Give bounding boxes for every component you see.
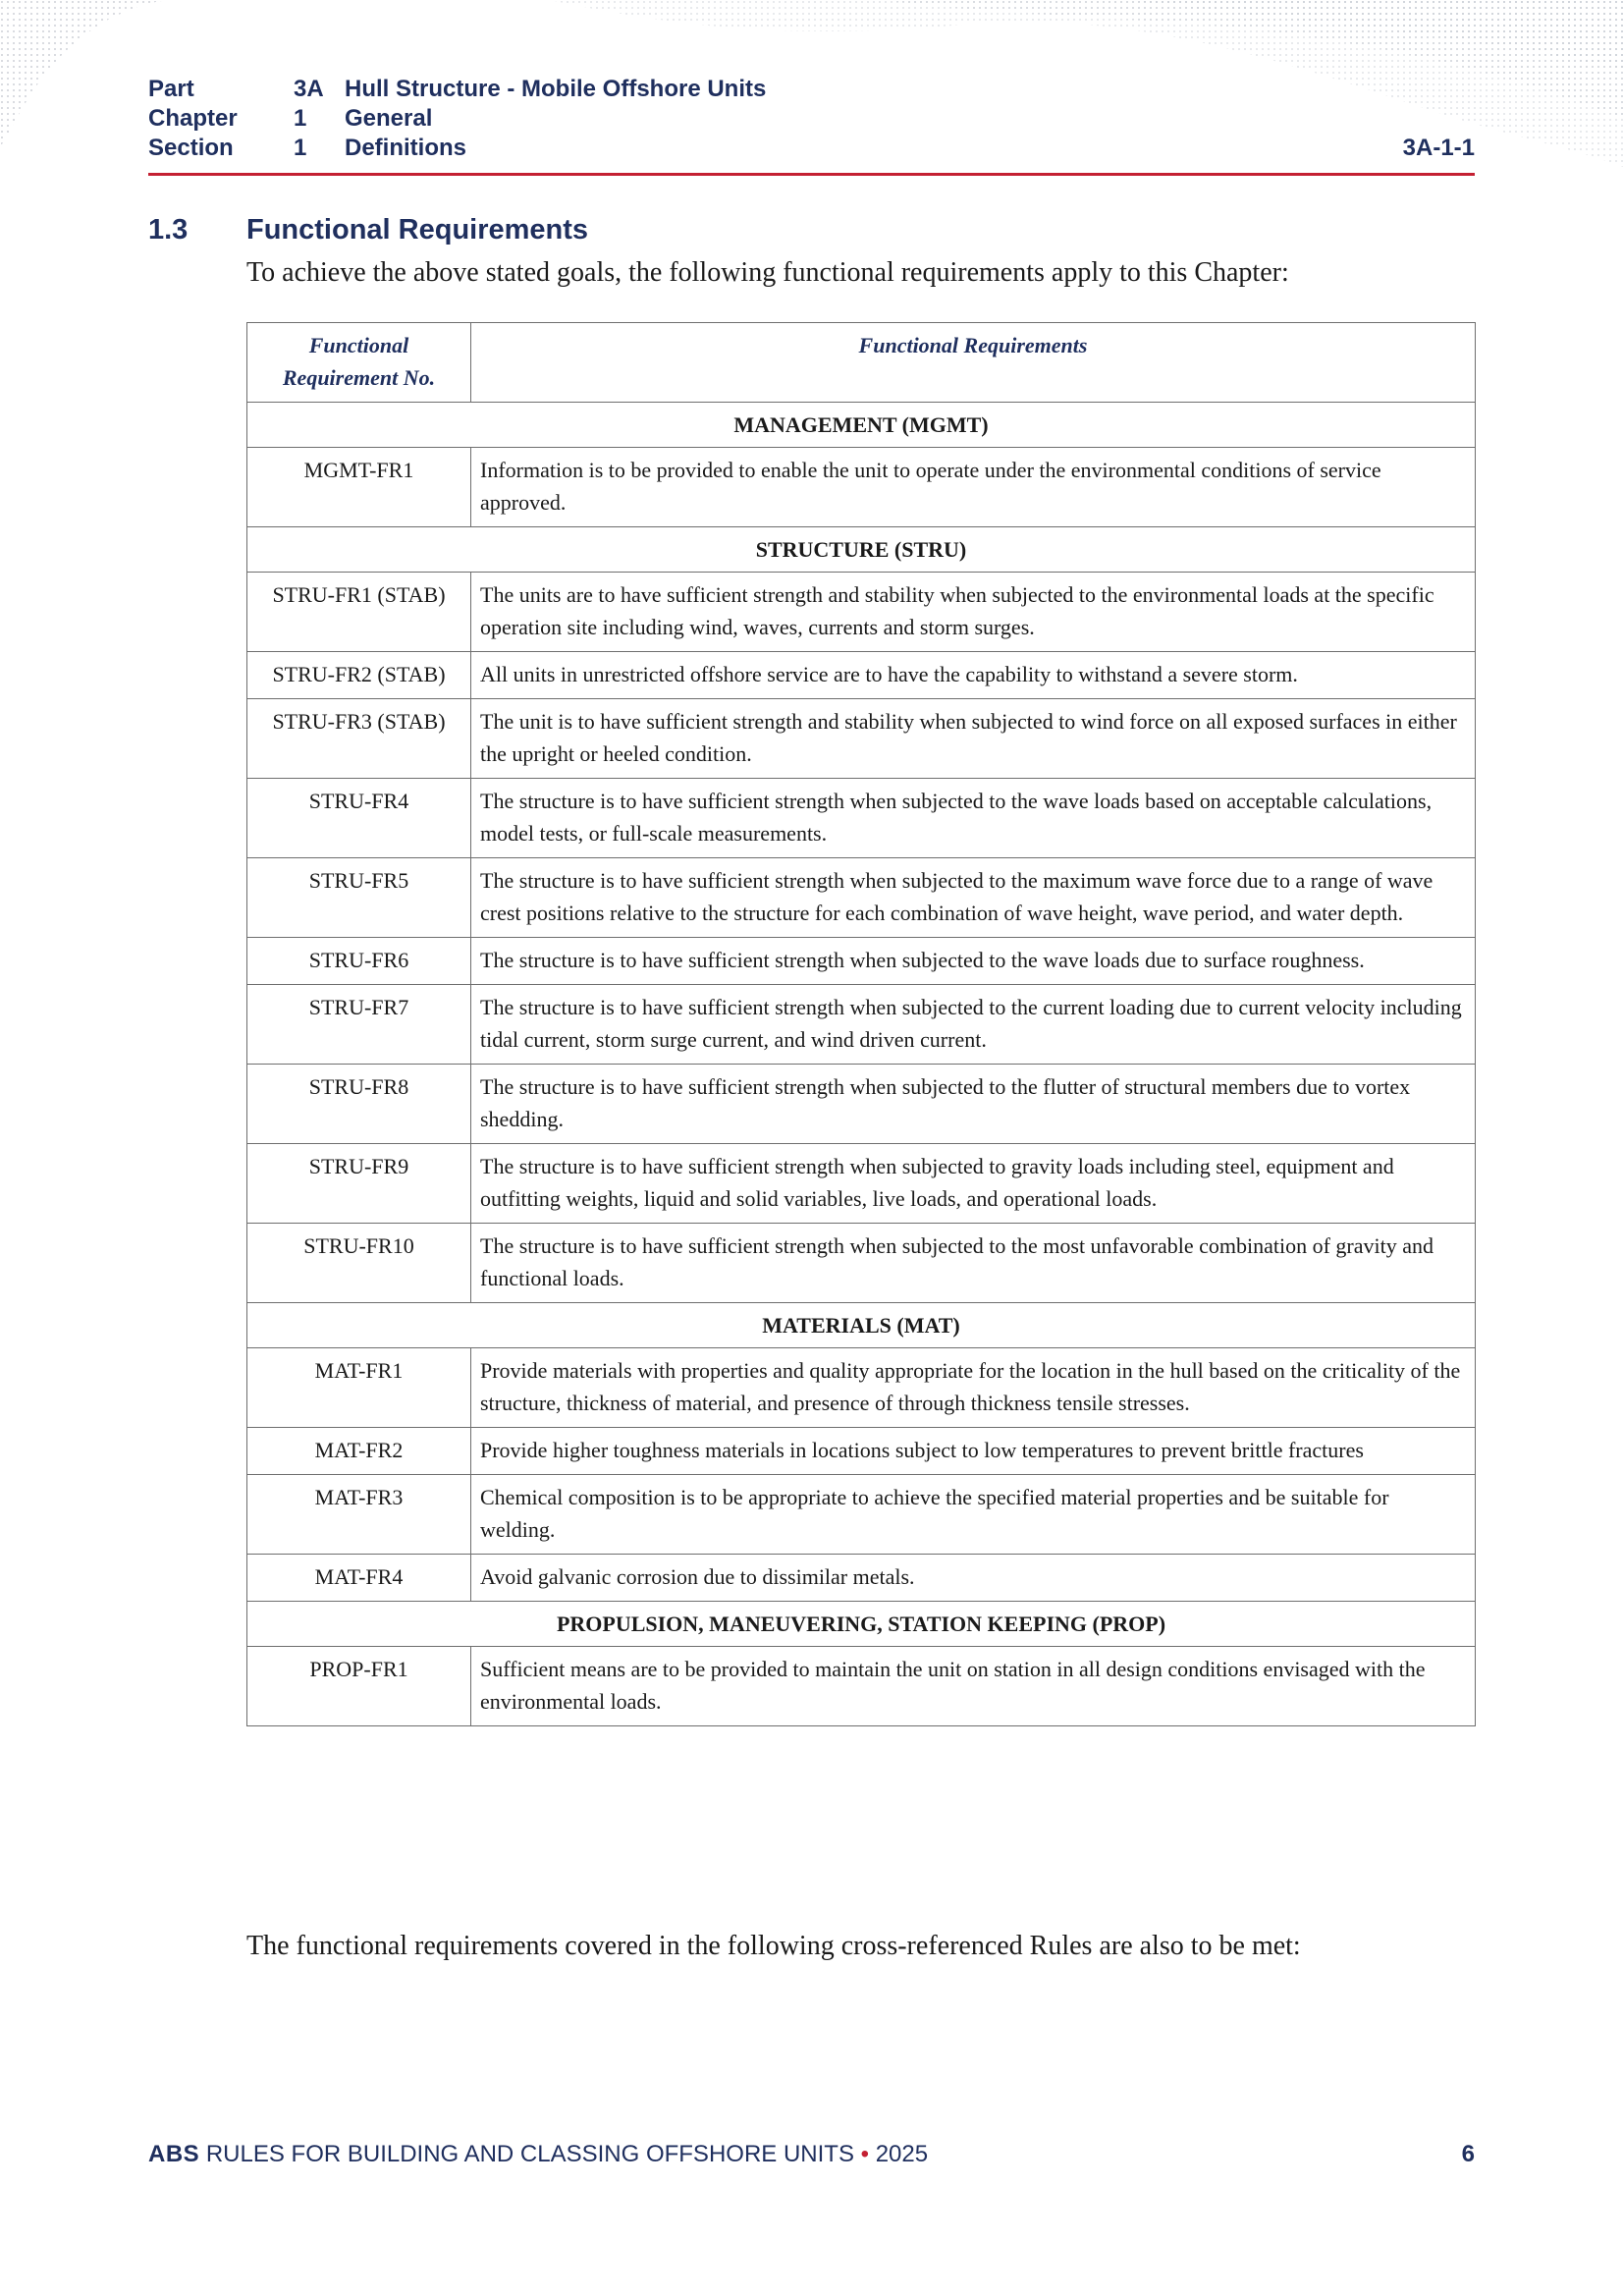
table-row (247, 448, 1476, 527)
requirement-text: The units are to have sufficient strength and stability when subjected to the environmental loads at the specific operation site including wind, waves, currents and storm surges. (471, 573, 1476, 652)
table-row (247, 1475, 1476, 1555)
requirement-text: The structure is to have sufficient strength when subjected to gravity loads including steel, equipment and outfitting weights, liquid and solid variables, live loads, and operational loads. (471, 1144, 1476, 1224)
table-row (247, 1144, 1476, 1224)
section-number: 1.3 (148, 214, 189, 246)
header-title: Definitions (345, 135, 466, 161)
table-row (247, 1428, 1476, 1475)
requirement-text: The structure is to have sufficient strength when subjected to the most unfavorable combination of gravity and functional loads. (471, 1224, 1476, 1303)
requirement-text: The unit is to have sufficient strength and stability when subjected to wind force on all exposed surfaces in either the upright or heeled condition. (471, 699, 1476, 779)
column-header-requirement-no (247, 323, 471, 403)
requirement-id: MAT-FR2 (247, 1428, 471, 1475)
requirement-id: MAT-FR1 (247, 1348, 471, 1428)
requirement-text: The structure is to have sufficient strength when subjected to the wave loads based on acceptable calculations, model tests, or full-scale measurements. (471, 779, 1476, 858)
requirement-id: STRU-FR7 (247, 985, 471, 1065)
column-header-requirements: Functional Requirements (471, 323, 1476, 403)
requirement-id: STRU-FR5 (247, 858, 471, 938)
group-heading: PROPULSION, MANEUVERING, STATION KEEPING (PROP) (247, 1602, 1476, 1647)
requirement-id: STRU-FR6 (247, 938, 471, 985)
section-code: 3A-1-1 (1402, 135, 1475, 161)
table-row (247, 985, 1476, 1065)
header-label: Part (148, 76, 194, 102)
footer-separator: • (860, 2141, 870, 2167)
requirement-text: Avoid galvanic corrosion due to dissimilar metals. (471, 1555, 1476, 1602)
table-row (247, 1555, 1476, 1602)
footer-title: RULES FOR BUILDING AND CLASSING OFFSHORE UNITS (205, 2141, 854, 2167)
running-header (148, 75, 1475, 163)
group-heading: MATERIALS (MAT) (247, 1303, 1476, 1348)
requirement-text: Information is to be provided to enable the unit to operate under the environmental conditions of service approved. (471, 448, 1476, 527)
requirement-text: Provide higher toughness materials in locations subject to low temperatures to prevent brittle fractures (471, 1428, 1476, 1475)
table-row (247, 573, 1476, 652)
requirement-id: MGMT-FR1 (247, 448, 471, 527)
column-header-line: Requirement No. (282, 365, 436, 390)
requirement-id: MAT-FR3 (247, 1475, 471, 1555)
table-row (247, 1647, 1476, 1726)
requirement-id: STRU-FR3 (STAB) (247, 699, 471, 779)
functional-requirements-table (246, 322, 1476, 1726)
requirement-text: The structure is to have sufficient strength when subjected to the flutter of structural members due to vortex shedding. (471, 1065, 1476, 1144)
table-body (247, 403, 1476, 1726)
table-row (247, 779, 1476, 858)
group-heading: MANAGEMENT (MGMT) (247, 403, 1476, 448)
requirement-id: STRU-FR4 (247, 779, 471, 858)
table-row (247, 699, 1476, 779)
header-title: General (345, 105, 433, 132)
section-title: Functional Requirements (246, 214, 589, 246)
requirement-text: All units in unrestricted offshore service are to have the capability to withstand a severe storm. (471, 652, 1476, 699)
table-group-row (247, 1303, 1476, 1348)
requirement-text: The structure is to have sufficient strength when subjected to the current loading due to current velocity including tidal current, storm surge current, and wind driven current. (471, 985, 1476, 1065)
header-row-part (148, 75, 1475, 104)
header-number: 1 (294, 105, 307, 132)
requirement-text: The structure is to have sufficient strength when subjected to the wave loads due to surface roughness. (471, 938, 1476, 985)
requirement-text: Sufficient means are to be provided to maintain the unit on station in all design conditions envisaged with the environmental loads. (471, 1647, 1476, 1726)
table-header-row (247, 323, 1476, 403)
header-number: 3A (294, 76, 324, 102)
header-title: Hull Structure - Mobile Offshore Units (345, 76, 767, 102)
table-row (247, 652, 1476, 699)
closing-paragraph: The functional requirements covered in the following cross-referenced Rules are also to be met: (246, 1931, 1301, 1961)
header-number: 1 (294, 135, 307, 161)
column-header-line: Functional (308, 333, 409, 357)
requirement-id: STRU-FR9 (247, 1144, 471, 1224)
requirement-id: STRU-FR10 (247, 1224, 471, 1303)
header-row-section (148, 134, 1475, 163)
table-row (247, 1348, 1476, 1428)
header-divider (148, 173, 1475, 176)
requirement-text: The structure is to have sufficient strength when subjected to the maximum wave force due to a range of wave crest positions relative to the structure for each combination of wave height, wave period, and water depth. (471, 858, 1476, 938)
footer-year: 2025 (875, 2141, 929, 2167)
requirement-id: PROP-FR1 (247, 1647, 471, 1726)
table-group-row (247, 403, 1476, 448)
requirement-text: Chemical composition is to be appropriate to achieve the specified material properties and be suitable for welding. (471, 1475, 1476, 1555)
requirement-text: Provide materials with properties and quality appropriate for the location in the hull based on the criticality of the structure, thickness of material, and presence of through thickness tensile stresses. (471, 1348, 1476, 1428)
section-intro: To achieve the above stated goals, the following functional requirements apply to this Chapter: (246, 257, 1289, 288)
table-row (247, 938, 1476, 985)
brand-name: ABS (148, 2141, 200, 2167)
requirement-id: STRU-FR2 (STAB) (247, 652, 471, 699)
requirement-id: MAT-FR4 (247, 1555, 471, 1602)
table-row (247, 858, 1476, 938)
table-group-row (247, 1602, 1476, 1647)
header-row-chapter (148, 104, 1475, 134)
table-row (247, 1065, 1476, 1144)
page-number: 6 (1461, 2141, 1475, 2167)
header-label: Section (148, 135, 234, 161)
requirement-id: STRU-FR8 (247, 1065, 471, 1144)
requirement-id: STRU-FR1 (STAB) (247, 573, 471, 652)
header-label: Chapter (148, 105, 238, 132)
table-group-row (247, 527, 1476, 573)
page-footer (148, 2141, 928, 2168)
table-row (247, 1224, 1476, 1303)
group-heading: STRUCTURE (STRU) (247, 527, 1476, 573)
